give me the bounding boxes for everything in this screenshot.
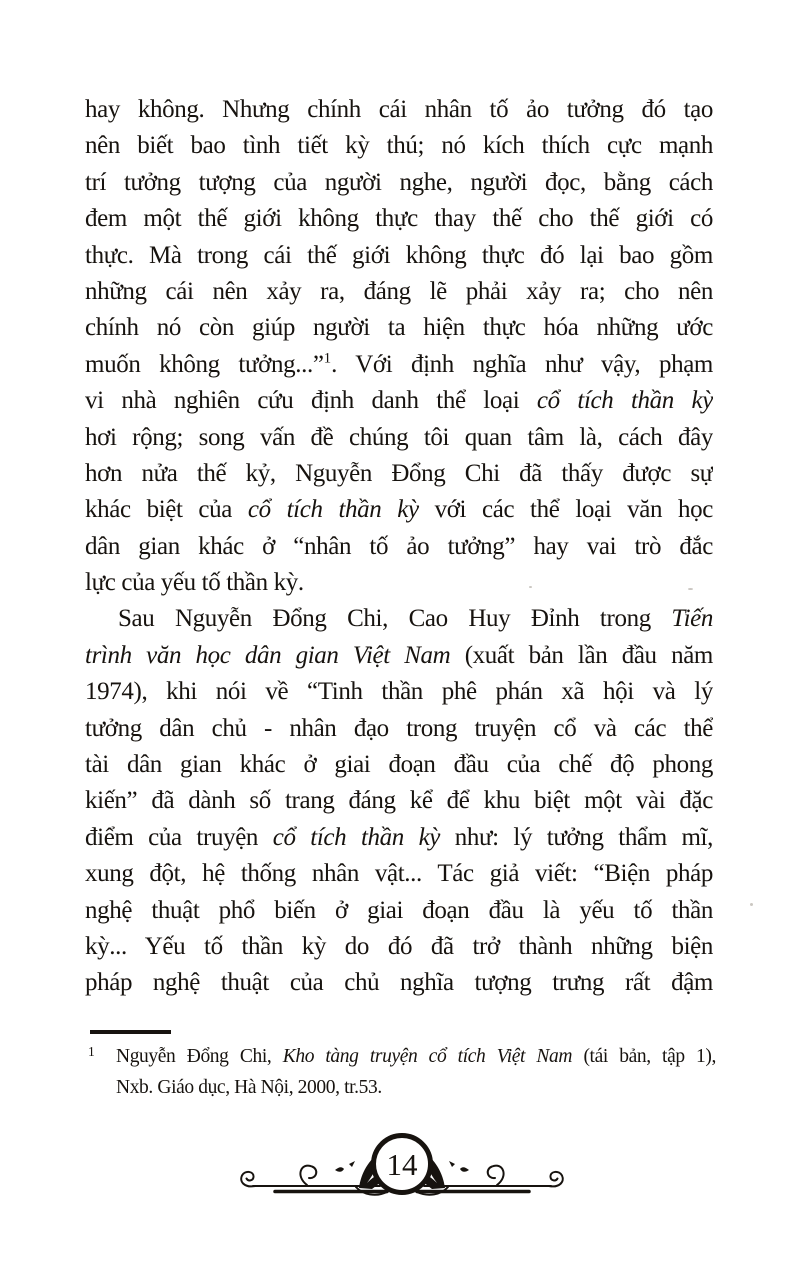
footnote-divider	[90, 1030, 171, 1034]
text-segment: Tiến	[671, 605, 713, 633]
footnote-reference: 1	[323, 350, 332, 367]
text-line	[85, 128, 713, 164]
text-segment: nghệ thuật phổ biến ở giai đoạn đầu là yếu tố thần	[85, 896, 713, 924]
text-line	[85, 383, 713, 419]
text-segment: lực của yếu tố thần kỳ.	[85, 569, 304, 597]
text-segment: . Với định nghĩa như vậy, phạm	[331, 350, 713, 378]
text-segment: nên biết bao tình tiết kỳ thú; nó kích thích cực mạnh	[85, 132, 713, 160]
text-line	[85, 565, 713, 601]
ornament-flourish-graphic	[237, 1116, 567, 1216]
text-segment: xung đột, hệ thống nhân vật... Tác giả viết: “Biện pháp	[85, 860, 713, 888]
text-line	[85, 347, 713, 383]
footnote	[88, 1041, 716, 1103]
scan-artifact	[688, 588, 693, 590]
text-segment: cổ tích thần kỳ	[247, 496, 419, 524]
text-segment: 1974), khi nói về “Tinh thần phê phán xã hội và lý	[85, 678, 713, 706]
page-number: 14	[386, 1147, 418, 1182]
text-segment: kiến” đã dành số trang đáng kể để khu biệt một vài đặc	[85, 787, 713, 815]
text-line	[85, 893, 713, 929]
text-line	[85, 456, 713, 492]
text-line	[85, 92, 713, 128]
text-segment: tài dân gian khác ở giai đoạn đầu của chế độ phong	[85, 751, 713, 779]
text-segment: cổ tích thần kỳ	[536, 387, 713, 415]
text-line	[85, 783, 713, 819]
text-segment: cổ tích thần kỳ	[272, 823, 441, 851]
footnote-text	[116, 1041, 716, 1103]
text-segment: trình văn học dân gian Việt Nam	[85, 641, 451, 669]
text-segment: hơn nửa thế kỷ, Nguyễn Đổng Chi đã thấy được sự	[85, 459, 713, 487]
text-segment: Nxb. Giáo dục, Hà Nội, 2000, tr.53.	[116, 1077, 382, 1098]
text-segment: Nguyễn Đổng Chi,	[116, 1046, 283, 1067]
text-line	[85, 274, 713, 310]
text-segment: Kho tàng truyện cổ tích Việt Nam	[282, 1046, 573, 1067]
text-segment: Sau Nguyễn Đổng Chi, Cao Huy Đỉnh trong	[118, 605, 672, 633]
text-segment: tưởng dân chủ - nhân đạo trong truyện cổ và các thể	[85, 714, 713, 742]
text-segment: đem một thế giới không thực thay thế cho thế giới có	[85, 205, 713, 233]
text-line	[85, 165, 713, 201]
text-segment: với các thể loại văn học	[418, 496, 713, 524]
text-line	[85, 310, 713, 346]
text-line	[85, 711, 713, 747]
text-segment: khác biệt của	[85, 496, 248, 524]
text-segment: dân gian khác ở “nhân tố ảo tưởng” hay vai trò đắc	[85, 532, 713, 560]
text-line	[85, 747, 713, 783]
text-segment: điểm của truyện	[85, 823, 273, 851]
footnote-marker: 1	[88, 1044, 95, 1059]
text-segment: muốn không tưởng...”	[85, 350, 324, 378]
text-segment: kỳ... Yếu tố thần kỳ do đó đã trở thành những biện	[85, 932, 713, 960]
text-line	[85, 965, 713, 1001]
text-line	[85, 638, 713, 674]
scan-artifact	[750, 903, 753, 906]
scan-artifact	[529, 586, 532, 588]
text-segment: pháp nghệ thuật của chủ nghĩa tượng trưng rất đậm	[85, 969, 713, 997]
text-line	[85, 201, 713, 237]
text-line	[85, 601, 713, 637]
page-number-ornament	[237, 1116, 567, 1216]
text-segment: (tái bản, tập 1),	[572, 1046, 716, 1067]
text-line	[116, 1072, 716, 1103]
text-line	[116, 1041, 716, 1072]
text-segment: hay không. Nhưng chính cái nhân tố ảo tưởng đó tạo	[85, 96, 713, 123]
text-line	[85, 674, 713, 710]
text-segment: vi nhà nghiên cứu định danh thể loại	[85, 387, 537, 415]
body-text	[85, 92, 713, 1002]
text-line	[85, 929, 713, 965]
text-segment: những cái nên xảy ra, đáng lẽ phải xảy ra; cho nên	[85, 277, 713, 305]
text-segment: thực. Mà trong cái thế giới không thực đó lại bao gồm	[85, 241, 713, 269]
text-line	[85, 238, 713, 274]
text-segment: (xuất bản lần đầu năm	[450, 641, 713, 669]
text-line	[85, 529, 713, 565]
text-line	[85, 420, 713, 456]
text-segment: hơi rộng; song vấn đề chúng tôi quan tâm là, cách đây	[85, 423, 713, 451]
text-segment: như: lý tưởng thẩm mĩ,	[440, 823, 713, 851]
text-line	[85, 492, 713, 528]
text-line	[85, 820, 713, 856]
text-segment: trí tưởng tượng của người nghe, người đọc, bằng cách	[85, 168, 713, 196]
text-segment: chính nó còn giúp người ta hiện thực hóa những ước	[85, 314, 713, 342]
text-line	[85, 856, 713, 892]
